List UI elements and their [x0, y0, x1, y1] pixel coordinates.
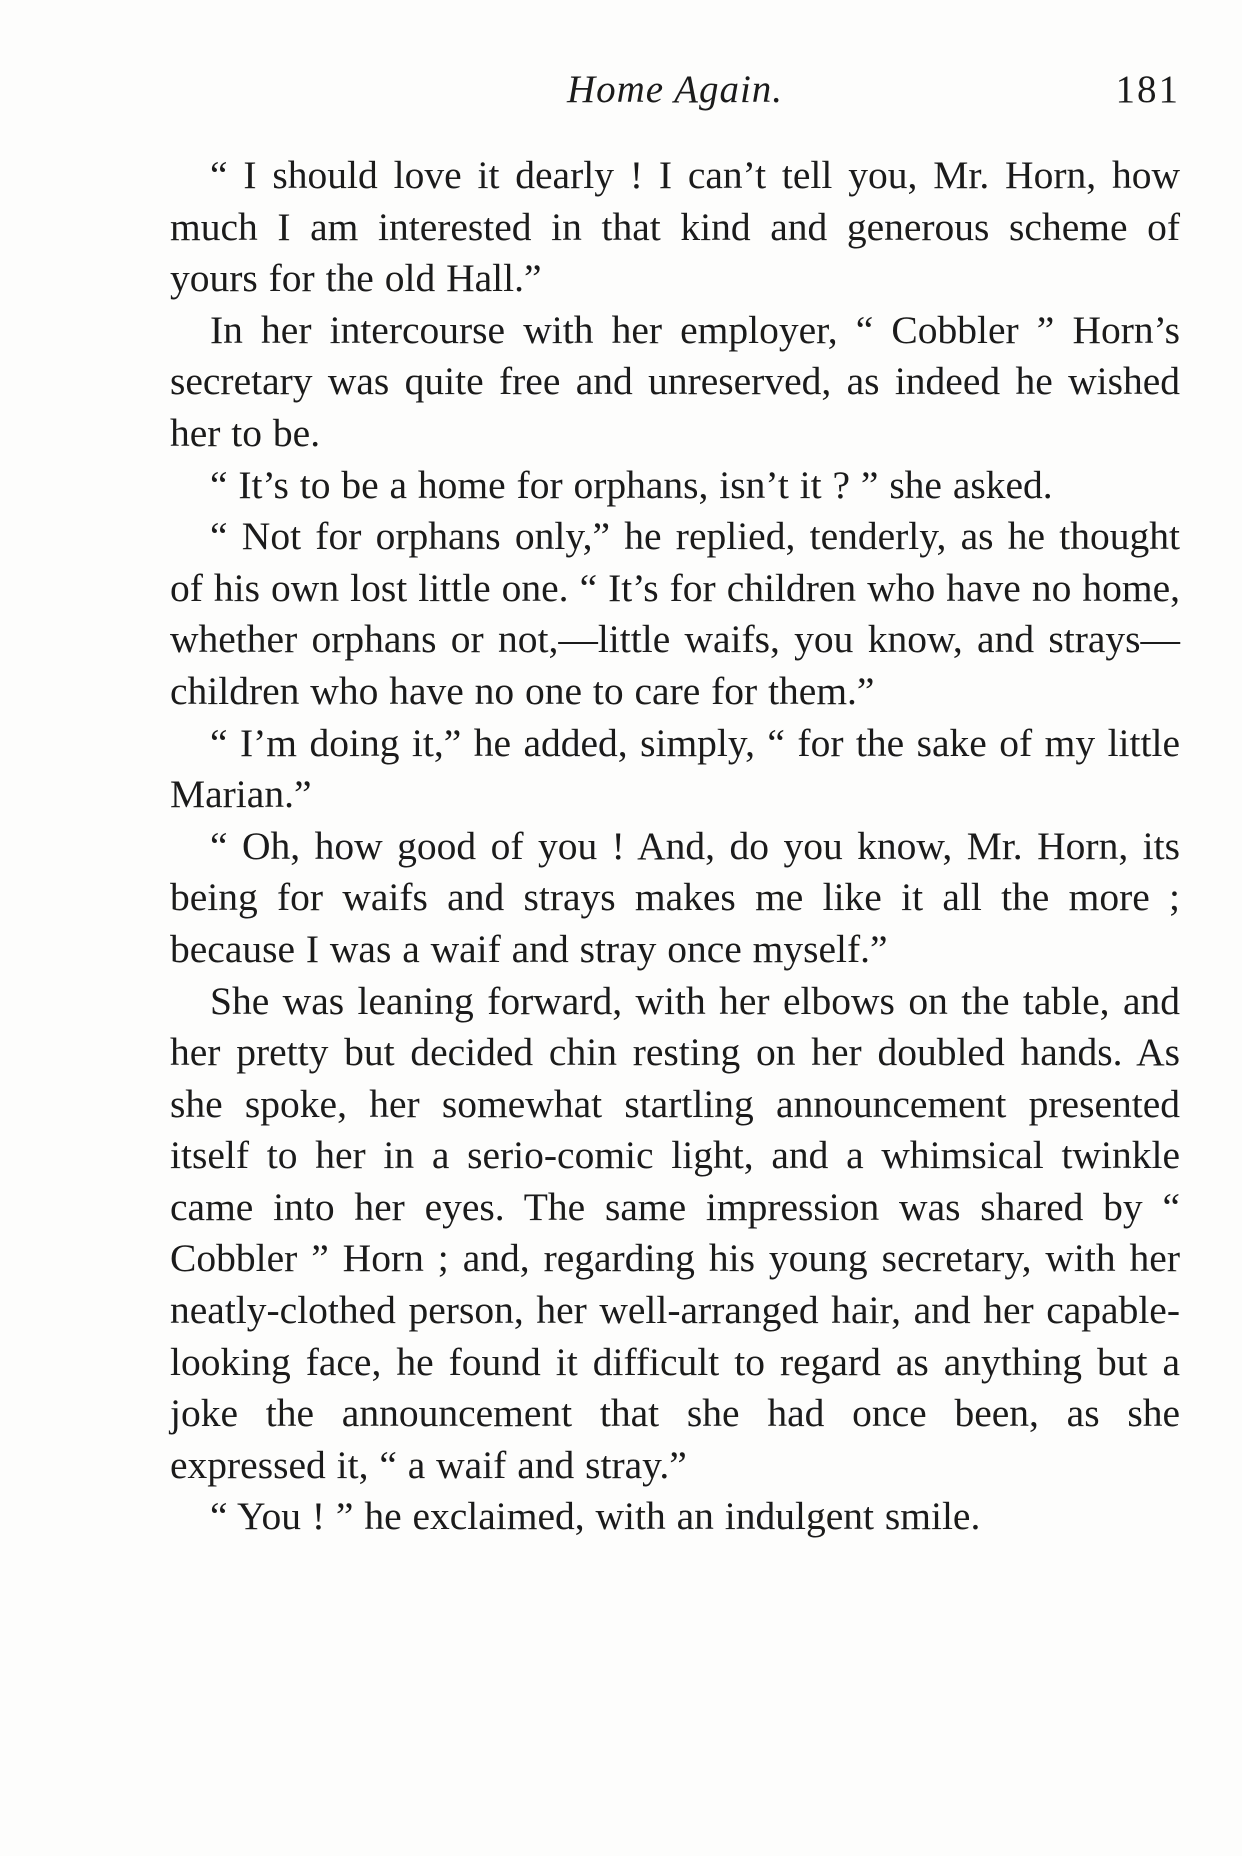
running-title: Home Again.: [566, 68, 784, 111]
paragraph: “ I should love it dearly ! I can’t tell you, Mr. Horn, how much I am interested in that kind and generous scheme of yours for the old Hall.”: [170, 153, 1180, 301]
paragraph: “ It’s to be a home for orphans, isn’t it ? ” she asked.: [210, 462, 1053, 507]
paragraph: “ Not for orphans only,” he replied, tenderly, as he thought of his own lost little one. “ It’s for children who have no home, whether orphans or not,—little waifs, you know, and strays—children who have no one to care for them.”: [170, 514, 1180, 713]
paragraph: She was leaning forward, with her elbows on the table, and her pretty but decided chin resting on her doubled hands. As she spoke, her somewhat startling announcement presented itself to her in a serio-comic light, and a whimsical twinkle came into her eyes. The same impression was shared by “ Cobbler ” Horn ; and, regarding his young secretary, with her neatly-clothed person, her well-arranged hair, and her capable-looking face, he found it difficult to regard as anything but a joke the announcement that she had once been, as she expressed it, “ a waif and stray.”: [170, 978, 1180, 1487]
text-body: [170, 150, 1180, 1543]
paragraph: “ Oh, how good of you ! And, do you know, Mr. Horn, its being for waifs and strays makes me like it all the more ; because I was a waif and stray once myself.”: [170, 823, 1180, 971]
page-number: 181: [1115, 68, 1180, 111]
paragraph: In her intercourse with her employer, “ Cobbler ” Horn’s secretary was quite free and unreserved, as indeed he wished her to be.: [170, 307, 1180, 455]
paragraph: “ You ! ” he exclaimed, with an indulgent smile.: [210, 1494, 981, 1539]
running-head: [170, 62, 1180, 118]
paragraph: “ I’m doing it,” he added, simply, “ for the sake of my little Marian.”: [170, 720, 1180, 817]
